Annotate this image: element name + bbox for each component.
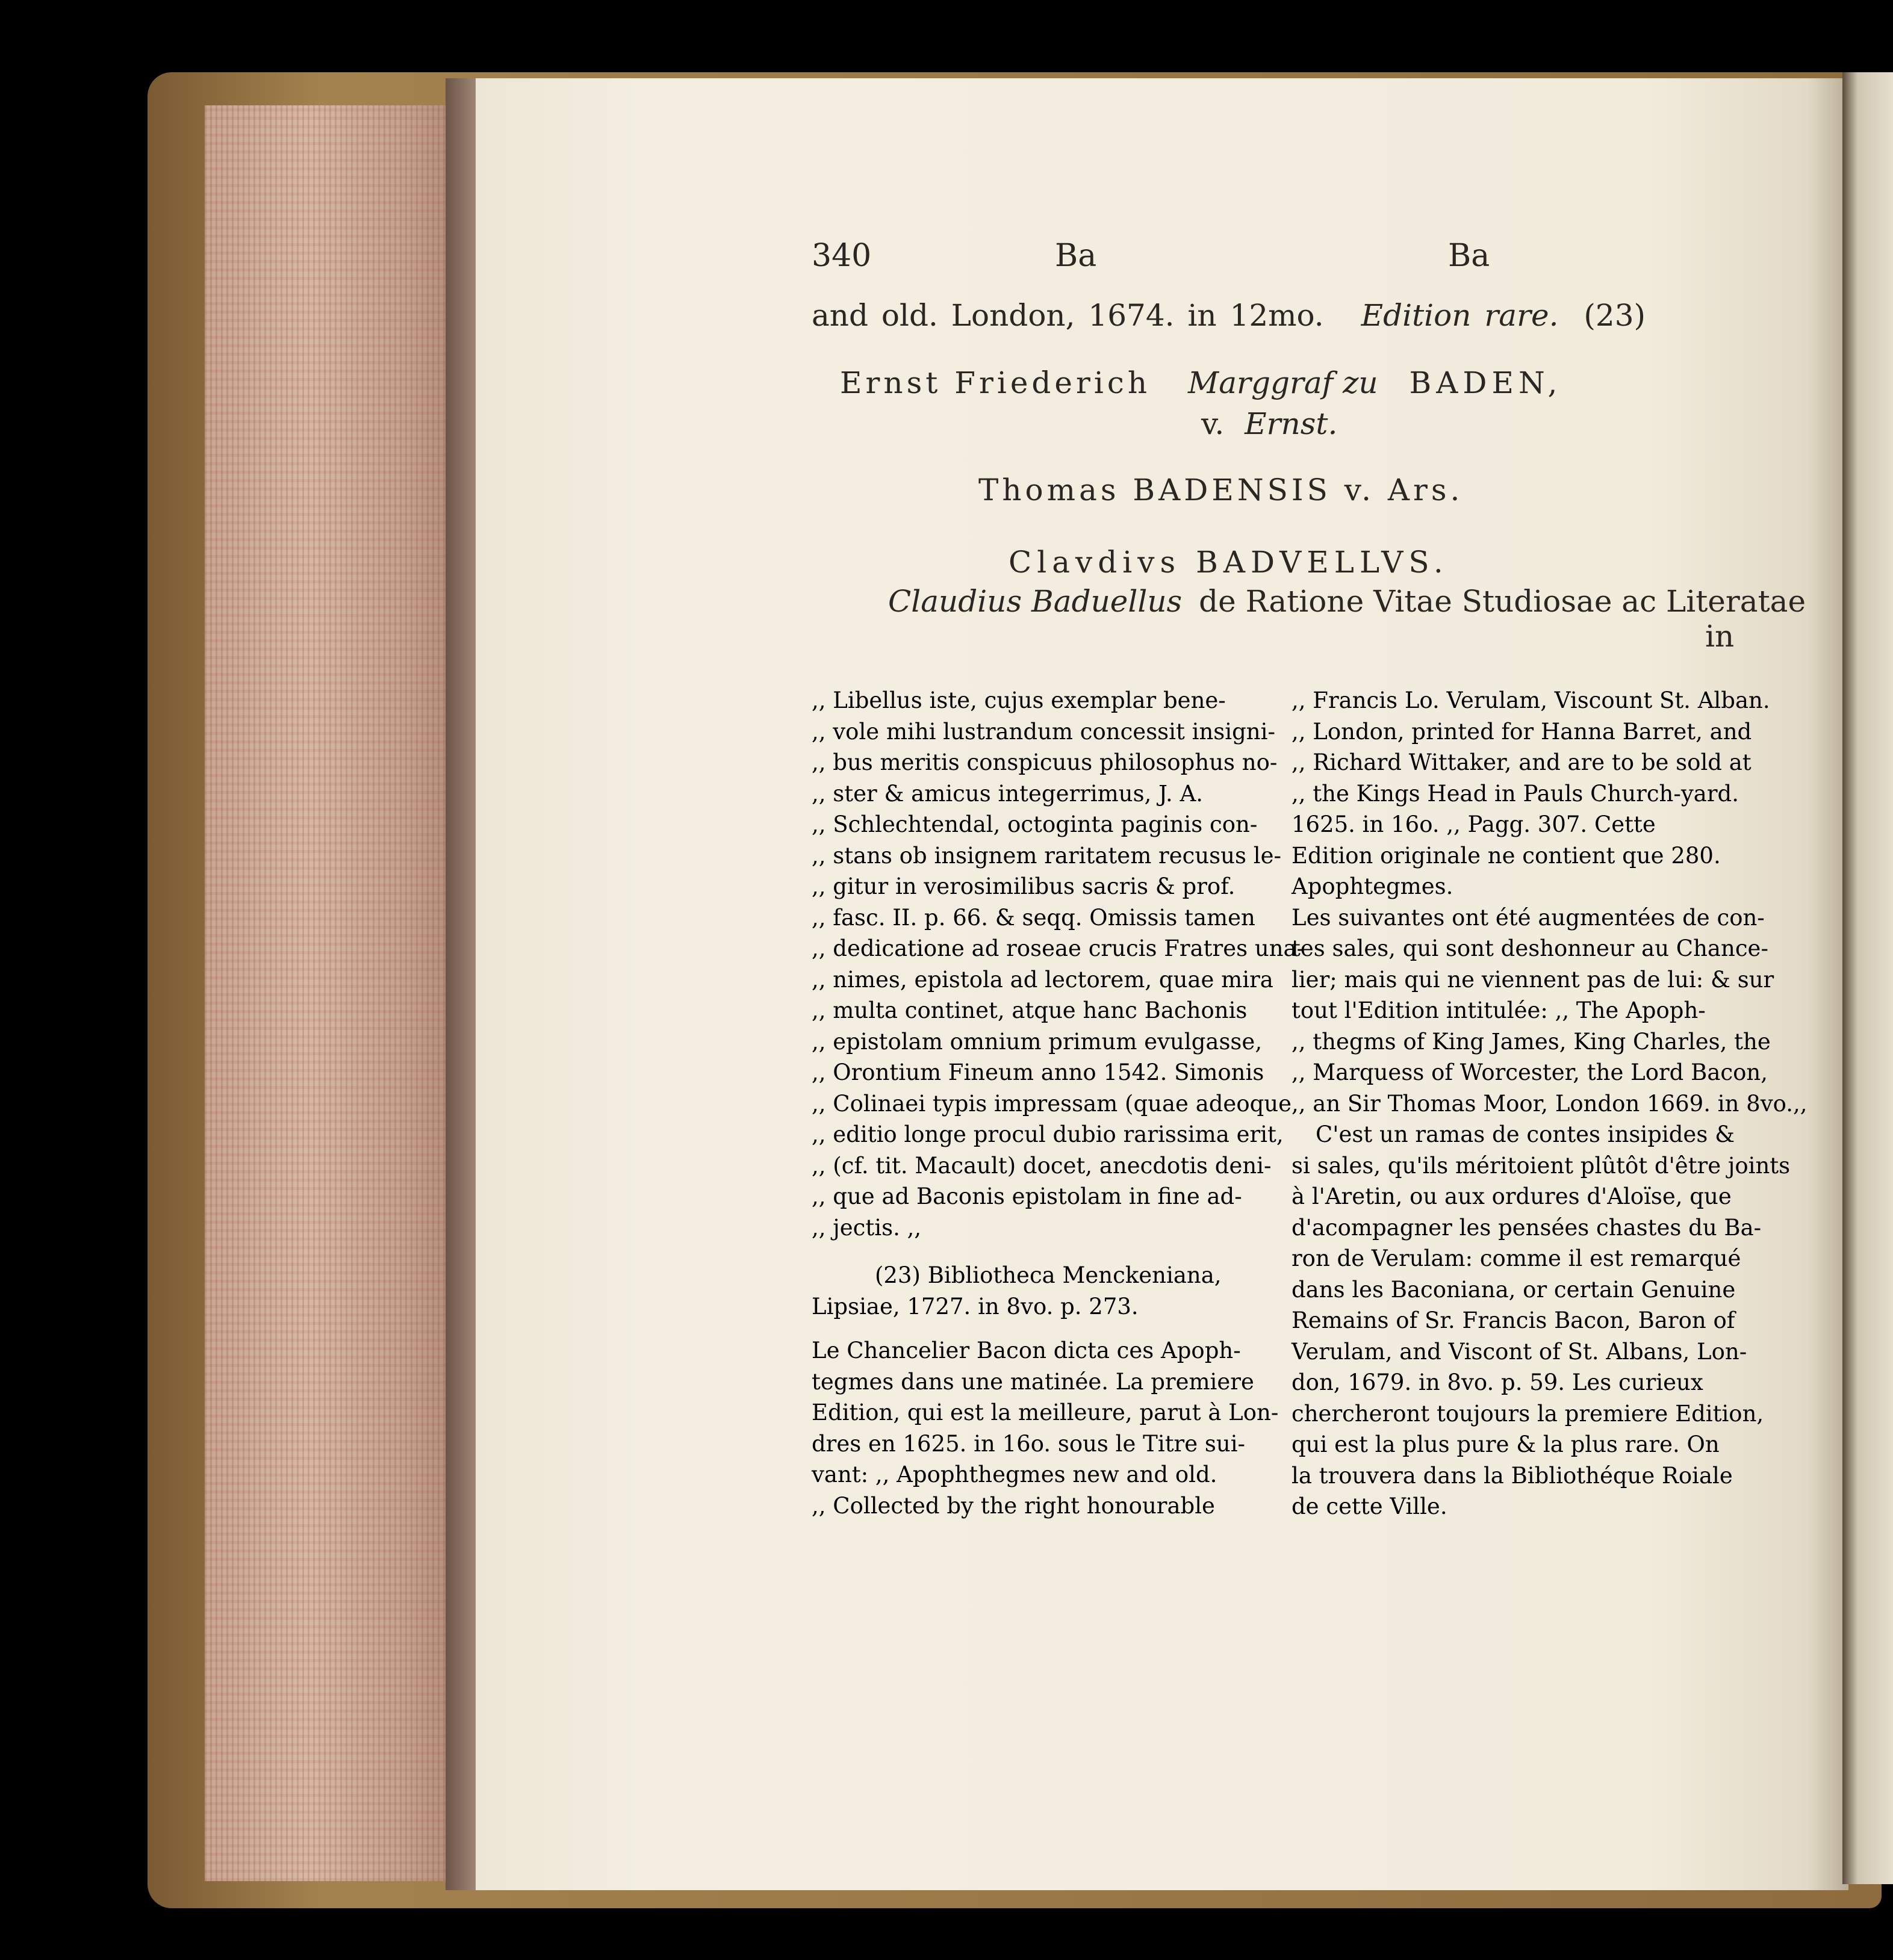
right-line: don, 1679. in 8vo. p. 59. Les curieux xyxy=(1292,1369,1703,1395)
right-line: Apophtegmes. xyxy=(1292,873,1453,899)
left-line: ,, Libellus iste, cujus exemplar bene- xyxy=(812,687,1226,713)
left-line: ,, Orontium Fineum anno 1542. Simonis xyxy=(812,1059,1264,1085)
left-line: ,, nimes, epistola ad lectorem, quae mira xyxy=(812,966,1273,993)
right-line: de cette Ville. xyxy=(1292,1493,1447,1519)
right-line: ,, Richard Wittaker, and are to be sold at xyxy=(1292,749,1752,775)
right-line: Edition originale ne contient que 280. xyxy=(1292,842,1721,869)
footnote-line: Lipsiae, 1727. in 8vo. p. 273. xyxy=(812,1293,1139,1320)
right-line: Verulam, and Viscont of St. Albans, Lon- xyxy=(1292,1338,1747,1365)
entry-claudius-heading: Clavdivs BADVELLVS. xyxy=(1009,545,1449,580)
entry-thomas: Thomas BADENSIS v. Ars. xyxy=(978,473,1464,507)
entry-claudius-title-text: de Ratione Vitae Studiosae ac Literatae xyxy=(1199,584,1806,619)
entry-ernst-line1 xyxy=(840,365,1562,400)
left-line: dres en 1625. in 16o. sous le Titre sui- xyxy=(812,1430,1246,1457)
left-line: vant: ,, Apophthegmes new and old. xyxy=(812,1462,1217,1487)
right-line: ,, an Sir Thomas Moor, London 1669. in 8vo.,, xyxy=(1292,1090,1808,1117)
right-line: 1625. in 16o. ,, Pagg. 307. Cette xyxy=(1292,811,1656,837)
left-line: ,, epistolam omnium primum evulgasse, xyxy=(812,1028,1263,1055)
entry-ernst-line2 xyxy=(1201,406,1337,441)
continuation-line xyxy=(812,298,1646,333)
left-line: ,, dedicatione ad roseae crucis Fratres una- xyxy=(812,935,1305,961)
entry-claudius-title-end: in xyxy=(1705,619,1735,654)
left-line: ,, gitur in verosimilibus sacris & prof. xyxy=(812,873,1236,899)
right-line: si sales, qu'ils méritoient plûtôt d'être joints xyxy=(1292,1152,1791,1179)
right-line: ,, Marquess of Worcester, the Lord Bacon, xyxy=(1292,1059,1768,1085)
right-line: Remains of Sr. Francis Bacon, Baron of xyxy=(1292,1307,1735,1333)
entry-claudius-title xyxy=(888,584,1806,619)
left-line: ,, fasc. II. p. 66. & seqq. Omissis tamen xyxy=(812,904,1255,931)
left-line: Le Chancelier Bacon dicta ces Apoph- xyxy=(812,1338,1241,1363)
left-line: Edition, qui est la meilleure, parut à Lon- xyxy=(812,1400,1279,1425)
left-line: ,, que ad Baconis epistolam in fine ad- xyxy=(812,1183,1242,1209)
right-line: à l'Aretin, ou aux ordures d'Aloïse, que xyxy=(1292,1183,1732,1209)
right-line: d'acompagner les pensées chastes du Ba- xyxy=(1292,1214,1762,1241)
entry-ernst-surname: BADEN, xyxy=(1409,365,1562,400)
left-line: ,, Colinaei typis impressam (quae adeoque xyxy=(812,1090,1292,1117)
right-line: tes sales, qui sont deshonneur au Chance- xyxy=(1292,935,1768,961)
left-line: ,, jectis. ,, xyxy=(812,1214,922,1241)
left-spacer xyxy=(812,1322,1257,1335)
continuation-text: and old. London, 1674. in 12mo. xyxy=(812,298,1324,333)
page-fore-edge xyxy=(205,105,464,1881)
right-column xyxy=(1292,685,1808,1522)
continuation-note: (23) xyxy=(1584,298,1646,333)
left-line: ,, Schlechtendal, octoginta paginis con- xyxy=(812,811,1258,837)
right-line: ,, the Kings Head in Pauls Church-yard. xyxy=(1292,780,1739,807)
continuation-italic: Edition rare. xyxy=(1361,298,1559,333)
left-spacer xyxy=(812,1243,1257,1260)
left-line: ,, stans ob insignem raritatem recusus le- xyxy=(812,842,1281,869)
right-line: C'est un ramas de contes insipides & xyxy=(1316,1121,1735,1147)
entry-ernst-name: Ernst Friederich xyxy=(840,365,1151,400)
right-line: chercheront toujours la premiere Edition, xyxy=(1292,1400,1764,1427)
entry-ernst-title: Marggraf zu xyxy=(1188,365,1378,400)
left-line: ,, Collected by the right honourable xyxy=(812,1492,1215,1519)
right-line: ,, Francis Lo. Verulam, Viscount St. Alban. xyxy=(1292,687,1770,713)
right-line: dans les Baconiana, or certain Genuine xyxy=(1292,1276,1736,1303)
left-column xyxy=(812,685,1305,1521)
left-line: ,, editio longe procul dubio rarissima erit, xyxy=(812,1121,1284,1147)
entry-ernst-ref: Ernst. xyxy=(1245,406,1338,441)
entry-ernst-see: v. xyxy=(1201,406,1225,441)
running-head-left: Ba xyxy=(1055,238,1097,274)
entry-claudius-author: Claudius Baduellus xyxy=(888,584,1183,619)
right-line: tout l'Edition intitulée: ,, The Apoph- xyxy=(1292,997,1706,1023)
page-number: 340 xyxy=(812,238,872,274)
right-line: qui est la plus pure & la plus rare. On xyxy=(1292,1431,1720,1457)
right-line: ron de Verulam: comme il est remarqué xyxy=(1292,1245,1741,1271)
next-page-edge xyxy=(1842,72,1893,1884)
left-line: tegmes dans une matinée. La premiere xyxy=(812,1368,1254,1395)
right-line: la trouvera dans la Bibliothéque Roiale xyxy=(1292,1462,1733,1489)
left-line: ,, ster & amicus integerrimus, J. A. xyxy=(812,780,1204,807)
right-line: ,, London, printed for Hanna Barret, and xyxy=(1292,718,1752,745)
running-head-right: Ba xyxy=(1448,238,1490,274)
left-line: ,, bus meritis conspicuus philosophus no- xyxy=(812,749,1278,775)
right-line: ,, thegms of King James, King Charles, the xyxy=(1292,1028,1771,1055)
right-line: lier; mais qui ne viennent pas de lui: & sur xyxy=(1292,966,1774,993)
left-line: ,, (cf. tit. Macault) docet, anecdotis deni- xyxy=(812,1152,1272,1179)
footnote-line: (23) Bibliotheca Menckeniana, xyxy=(875,1262,1222,1288)
left-line: ,, vole mihi lustrandum concessit insigni- xyxy=(812,718,1275,745)
right-line: Les suivantes ont été augmentées de con- xyxy=(1292,904,1765,931)
left-line: ,, multa continet, atque hanc Bachonis xyxy=(812,997,1248,1023)
